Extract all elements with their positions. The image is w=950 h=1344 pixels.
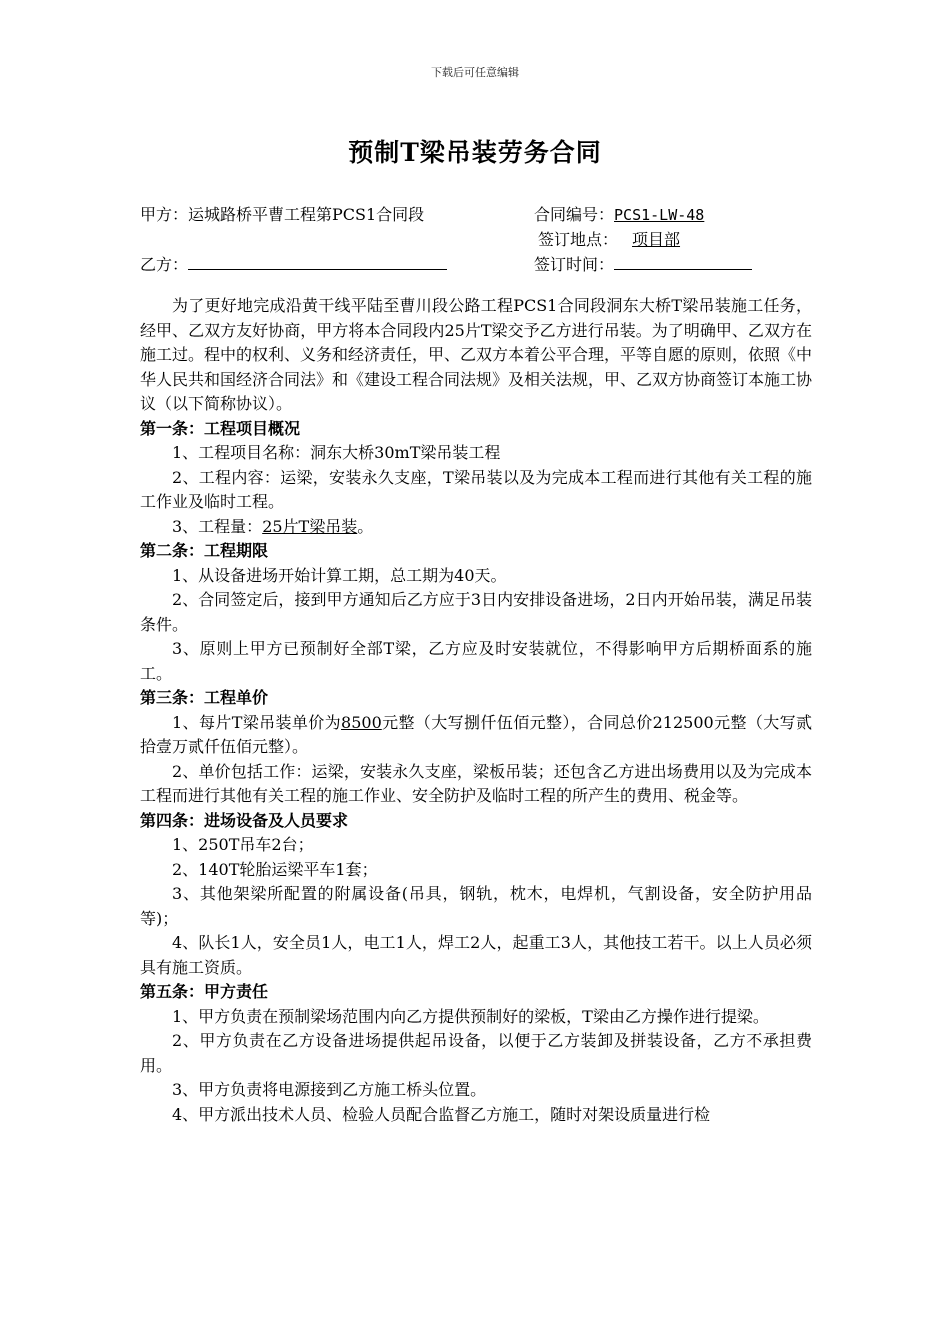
clause-text: 2、单价包括工作：运梁，安装永久支座，梁板吊装；还包含乙方进出场费用以及为完成本工程而进行其他有关工程的施工作业、安全防护及临时工程的所产生的费用、税金等。: [140, 761, 812, 805]
clause-item: [140, 833, 812, 858]
clause-text: 2、甲方负责在乙方设备进场提供起吊设备，以便于乙方装卸及拼装设备，乙方不承担费用。: [140, 1031, 812, 1075]
clause-text: 1、从设备进场开始计算工期，总工期为40天。: [172, 565, 507, 585]
contract-number-line: [534, 202, 748, 225]
sign-place-value: 项目部: [632, 230, 681, 249]
clause-text: 1、250T吊车2台；: [172, 835, 314, 854]
section-heading: 第四条：进场设备及人员要求: [140, 810, 349, 830]
section-heading: 第三条：工程单价: [140, 688, 269, 707]
contract-sections: [140, 417, 812, 1128]
intro-paragraph: 为了更好地完成沿黄干线平陆至曹川段公路工程PCS1合同段洞东大桥T梁吊装施工任务，经甲、乙双方友好协商，甲方将本合同段内25片T梁交予乙方进行吊装。为了明确甲、乙双方在施工过。程中的权利、义务和经济责任，甲、乙双方本着公平合理，平等自愿的原则，依照《中华人民共和国经济合同法》和《建设工程合同法规》及相关法规，甲、乙双方协商签订本施工协议（以下简称协议）。: [140, 296, 813, 413]
clause-text: 3、甲方负责将电源接到乙方施工桥头位置。: [172, 1080, 487, 1099]
clause-item: [140, 441, 812, 466]
clause-item: [140, 760, 812, 809]
party-a-line: [140, 202, 424, 225]
clause-text: 1、甲方负责在预制梁场范围内向乙方提供预制好的梁板，T梁由乙方操作进行提梁。: [172, 1006, 769, 1026]
clause-underlined-text: 25片T梁吊装: [262, 516, 358, 536]
clause-item: [140, 931, 812, 980]
clause-text: 2、合同签定后，接到甲方通知后乙方应于3日内安排设备进场，2日内开始吊装，满足吊装条件。: [140, 590, 812, 634]
sign-time-label: 签订时间：: [534, 255, 615, 274]
clause-item: [140, 637, 812, 686]
clause-text: 2、140T轮胎运梁平车1套；: [172, 859, 378, 879]
clause-text: 1、工程项目名称：洞东大桥30mT梁吊装工程: [172, 443, 501, 462]
contract-body: [140, 294, 812, 1127]
clause-item: [140, 588, 812, 637]
contract-number-label: 合同编号：: [534, 205, 615, 224]
clause-text: 4、甲方派出技术人员、检验人员配合监督乙方施工，随时对架设质量进行检: [172, 1104, 711, 1124]
clause-item: [140, 466, 812, 515]
clause-item: [140, 858, 812, 883]
clause-item: [140, 882, 812, 931]
clause-underlined-text: 8500: [341, 712, 382, 732]
sign-time-blank: [614, 253, 752, 270]
party-a-label: 甲方：: [140, 205, 189, 224]
sign-time-line: [534, 252, 752, 275]
clause-text: 1、每片T梁吊装单价为: [172, 712, 342, 732]
party-b-blank: [188, 253, 447, 270]
section-heading: 第一条：工程项目概况: [140, 418, 301, 438]
document-title: 预制T梁吊装劳务合同: [348, 138, 602, 167]
header-note: 下载后可任意编辑: [431, 66, 519, 79]
clause-text: 3、工程量：: [172, 516, 263, 536]
clause-item: [140, 1005, 812, 1030]
clause-text: 2、工程内容：运梁，安装永久支座，T梁吊装以及为完成本工程而进行其他有关工程的施工作业及临时工程。: [140, 467, 812, 511]
clause-text-tail: 。: [357, 516, 374, 536]
sign-place-label: 签订地点：: [538, 230, 619, 249]
clause-text: 3、原则上甲方已预制好全部T梁，乙方应及时安装就位，不得影响甲方后期桥面系的施工。: [140, 639, 812, 683]
party-a-value: 运城路桥平曹工程第PCS1合同段: [188, 205, 425, 224]
clause-text: 3、其他架梁所配置的附属设备(吊具，钢轨，枕木，电焊机，气割设备，安全防护用品等)；: [140, 884, 812, 928]
party-b-line: [140, 252, 447, 275]
clause-item: [140, 564, 812, 589]
clause-text: 4、队长1人，安全员1人，电工1人，焊工2人，起重工3人，其他技工若干。以上人员必须具有施工资质。: [140, 933, 812, 977]
section-heading: 第二条：工程期限: [140, 541, 269, 560]
section-heading: 第五条：甲方责任: [140, 982, 269, 1001]
party-b-label: 乙方：: [140, 255, 189, 274]
clause-text-tail: 元整（大写捌仟伍佰元整），合同总价212500元整（大写贰拾壹万贰仟伍佰元整）。: [140, 712, 812, 756]
clause-item: [140, 1029, 812, 1078]
clause-item: [140, 711, 812, 760]
clause-item: [140, 1103, 812, 1128]
contract-number-value: PCS1-LW-48: [614, 206, 705, 224]
clause-item: [140, 515, 812, 540]
sign-place-line: [538, 227, 680, 250]
clause-item: [140, 1078, 812, 1103]
